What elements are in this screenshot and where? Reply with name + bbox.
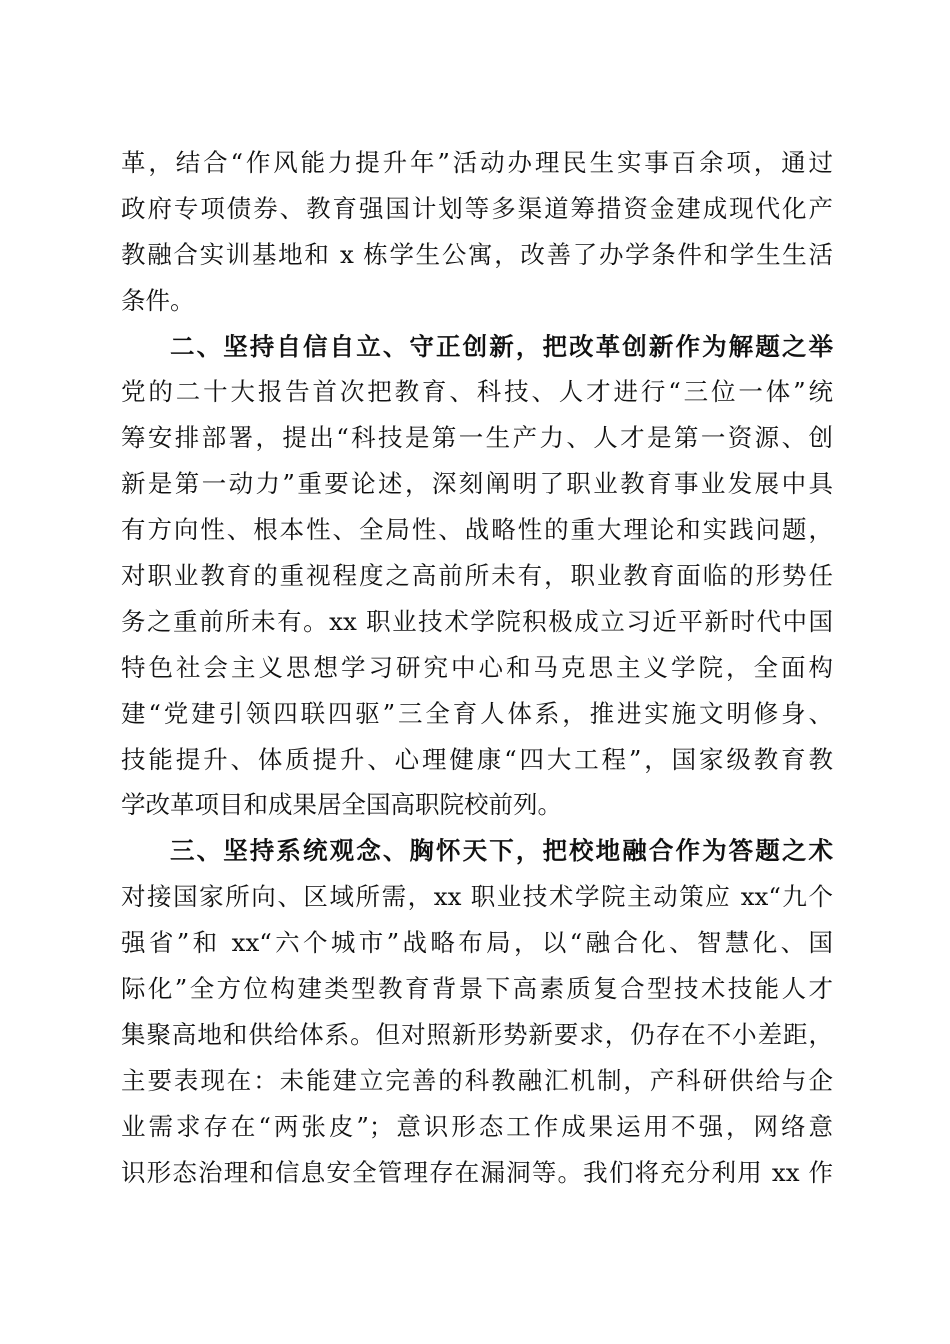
text-line: 业需求存在“两张皮”；意识形态工作成果运用不强，网络意 (121, 1111, 833, 1141)
paragraph-1 (121, 140, 833, 324)
text-line: 革，结合“作风能力提升年”活动办理民生实事百余项，通过 (121, 148, 833, 177)
text-line: 教融合实训基地和 x 栋学生公寓，改善了办学条件和学生生活 (121, 239, 833, 269)
document-text (121, 140, 833, 1195)
section-heading-3: 三、坚持系统观念、胸怀天下，把校地融合作为答题之术 (170, 836, 833, 866)
text-line: 对职业教育的重视程度之高前所未有，职业教育面临的形势任 (121, 561, 833, 591)
text-line: 强省”和 xx“六个城市”战略布局，以“融合化、智慧化、国 (121, 928, 833, 958)
text-line: 特色社会主义思想学习研究中心和马克思主义学院，全面构 (121, 652, 833, 682)
text-line: 主要表现在：未能建立完善的科教融汇机制，产科研供给与企 (121, 1065, 833, 1095)
text-line: 条件。 (121, 285, 195, 315)
text-line: 对接国家所向、区域所需，xx 职业技术学院主动策应 xx“九个 (121, 882, 833, 912)
text-line: 党的二十大报告首次把教育、科技、人才进行“三位一体”统 (121, 377, 833, 407)
text-line: 建“党建引领四联四驱”三全育人体系，推进实施文明修身、 (121, 698, 833, 728)
text-line: 际化”全方位构建类型教育背景下高素质复合型技术技能人才 (121, 974, 833, 1004)
text-line: 学改革项目和成果居全国高职院校前列。 (121, 790, 562, 820)
paragraph-3 (121, 874, 833, 1195)
text-line: 识形态治理和信息安全管理存在漏洞等。我们将充分利用 xx 作 (121, 1157, 833, 1187)
text-line: 有方向性、根本性、全局性、战略性的重大理论和实践问题， (121, 515, 833, 545)
text-line: 筹安排部署，提出“科技是第一生产力、人才是第一资源、创 (121, 423, 833, 453)
text-line: 务之重前所未有。xx 职业技术学院积极成立习近平新时代中国 (121, 606, 833, 636)
paragraph-2 (121, 369, 833, 828)
text-line: 新是第一动力”重要论述，深刻阐明了职业教育事业发展中具 (121, 469, 833, 499)
text-line: 技能提升、体质提升、心理健康“四大工程”，国家级教育教 (121, 744, 833, 774)
text-line: 集聚高地和供给体系。但对照新形势新要求，仍存在不小差距， (121, 1019, 833, 1049)
section-heading-2: 二、坚持自信自立、守正创新，把改革创新作为解题之举 (170, 331, 833, 361)
text-line: 政府专项债券、教育强国计划等多渠道筹措资金建成现代化产 (121, 193, 833, 223)
